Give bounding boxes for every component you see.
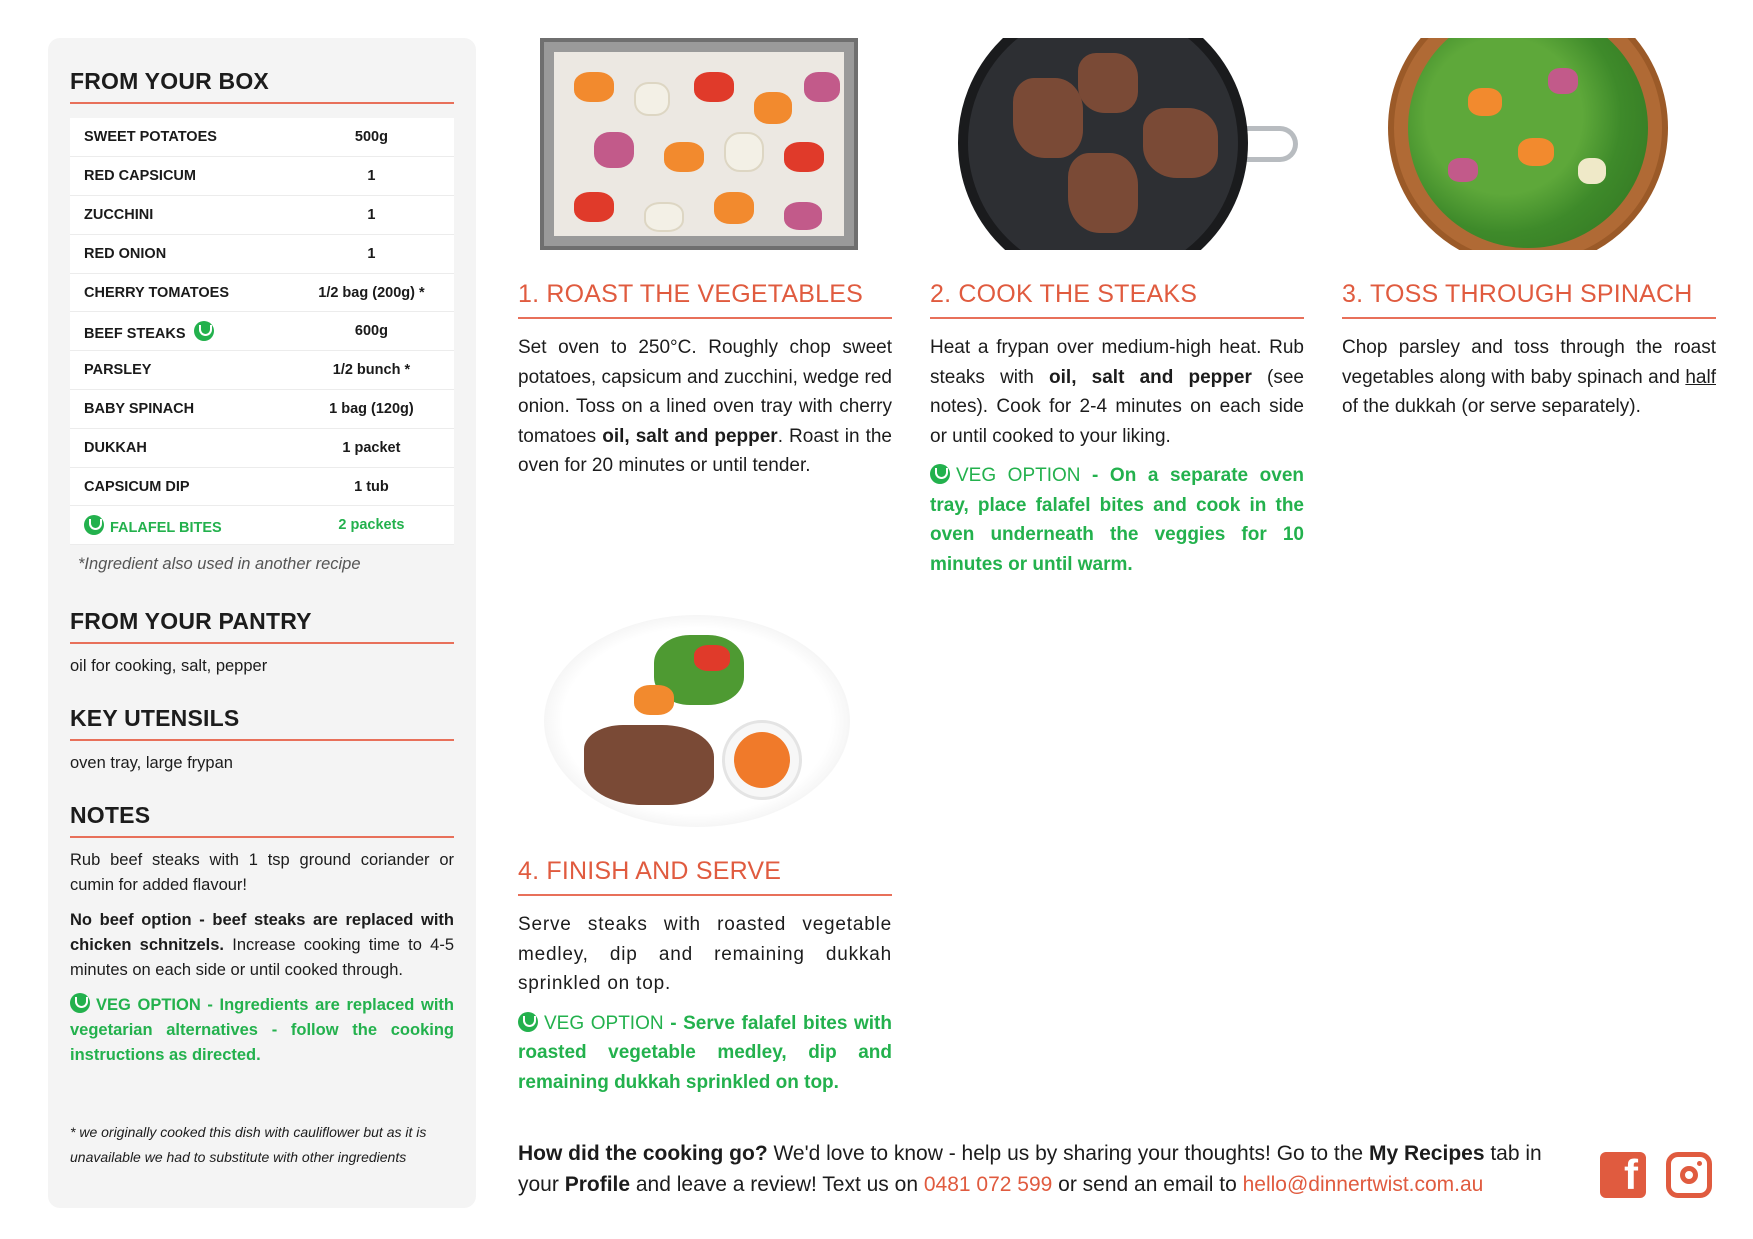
step-4-text: Serve steaks with roasted vegetable medley, dip and remaining dukkah sprinkled on top. <box>518 914 892 994</box>
ingredient-name: RED ONION <box>84 245 167 262</box>
ingredient-quantity: 1/2 bunch * <box>289 351 454 390</box>
step-4 <box>518 615 892 1097</box>
instagram-icon[interactable] <box>1666 1152 1712 1198</box>
ingredient-note: *Ingredient also used in another recipe <box>78 555 361 574</box>
ingredient-quantity: 1 <box>289 234 454 273</box>
utensils-text: oven tray, large frypan <box>70 754 233 773</box>
step-1-title: 1. ROAST THE VEGETABLES <box>518 280 892 319</box>
ingredient-quantity: 2 packets <box>289 506 454 545</box>
notes-veg-option <box>70 993 454 1068</box>
ingredient-quantity: 500g <box>289 118 454 157</box>
ingredient-row <box>70 351 454 390</box>
email-link[interactable]: hello@dinnertwist.com.au <box>1242 1173 1484 1196</box>
ingredient-quantity: 1 <box>289 196 454 235</box>
veg-leaf-icon <box>70 993 90 1013</box>
step-1-text <box>518 333 892 481</box>
no-beef-option-label: No beef option - beef steaks are replaced with chicken schnitzels. <box>70 911 454 955</box>
ingredient-row <box>70 506 454 545</box>
feedback-text-1: We'd love to know - help us by sharing your thoughts! Go to the <box>767 1142 1369 1165</box>
ingredient-name: CAPSICUM DIP <box>84 478 190 495</box>
feedback-question: How did the cooking go? <box>518 1142 768 1165</box>
substitution-note: * we originally cooked this dish with cauliflower but as it is unavailable we had to substitute with other ingredients <box>70 1124 427 1166</box>
ingredient-row <box>70 118 454 157</box>
ingredient-name: RED CAPSICUM <box>84 168 196 185</box>
ingredient-quantity: 1 packet <box>289 428 454 467</box>
my-recipes-link[interactable]: My Recipes <box>1368 1142 1485 1165</box>
ingredient-name-cell <box>70 234 289 273</box>
step-2-veg-label: VEG OPTION <box>956 465 1081 486</box>
ingredient-name-cell <box>70 428 289 467</box>
ingredient-row <box>70 157 454 196</box>
pantry-section <box>70 608 454 679</box>
step-2-text-a: Heat a frypan over medium-high heat. Rub steaks with <box>930 337 1304 388</box>
from-your-box-heading: FROM YOUR BOX <box>70 68 454 104</box>
ingredient-name: CHERRY TOMATOES <box>84 284 230 301</box>
veg-leaf-icon <box>930 464 950 484</box>
phone-link[interactable]: 0481 072 599 <box>923 1173 1053 1196</box>
veg-leaf-icon <box>84 515 104 535</box>
notes-veg-text: VEG OPTION - Ingredients are replaced with vegetarian alternatives - follow the cooking instructions as directed. <box>70 996 454 1065</box>
step-3-text <box>1342 333 1716 422</box>
step-3-title: 3. TOSS THROUGH SPINACH <box>1342 280 1716 319</box>
ingredient-name: FALAFEL BITES <box>110 519 222 536</box>
feedback-text-2: tab in your <box>518 1142 1542 1196</box>
feedback-text <box>518 1138 1578 1200</box>
notes-section <box>70 802 454 1170</box>
step-3-text-underline: half <box>1685 366 1716 388</box>
ingredient-name: DUKKAH <box>84 439 147 456</box>
roast-vegetables-photo <box>518 38 892 250</box>
step-3-text-b: of the dukkah (or serve separately). <box>1342 396 1641 417</box>
ingredient-row <box>70 467 454 506</box>
step-1-text-bold: oil, salt and pepper <box>602 425 778 447</box>
step-4-title: 4. FINISH AND SERVE <box>518 857 892 896</box>
step-3-text-a: Chop parsley and toss through the roast vegetables along with baby spinach and <box>1342 337 1716 388</box>
ingredients-table <box>70 118 454 545</box>
ingredient-name-cell <box>70 467 289 506</box>
feedback-text-3: and leave a review! Text us on <box>630 1173 924 1196</box>
step-2-text-b: (see notes). Cook for 2-4 minutes on each side or until cooked to your liking. <box>930 366 1304 447</box>
step-1-text-a: Set oven to 250°C. Roughly chop sweet potatoes, capsicum and zucchini, wedge red onion. Toss on a lined oven tray with cherry tomatoes <box>518 337 892 447</box>
step-4-veg-option <box>518 1009 892 1098</box>
ingredients-sidebar <box>48 38 476 1208</box>
notes-text-1: Rub beef steaks with 1 tsp ground coriander or cumin for added flavour! <box>70 851 454 895</box>
utensils-heading: KEY UTENSILS <box>70 705 454 741</box>
step-4-veg-label: VEG OPTION <box>544 1012 664 1034</box>
ingredient-name: BEEF STEAKS <box>84 325 186 342</box>
pantry-text: oil for cooking, salt, pepper <box>70 657 268 676</box>
ingredient-row <box>70 234 454 273</box>
veg-leaf-icon <box>194 321 214 341</box>
toss-spinach-photo <box>1342 38 1716 250</box>
step-4-veg-text: - Serve falafel bites with roasted vegetable medley, dip and remaining dukkah sprinkled on top. <box>518 1012 892 1093</box>
step-1 <box>518 38 892 481</box>
cook-steaks-photo <box>930 38 1304 250</box>
step-3 <box>1342 38 1716 422</box>
ingredient-name-cell <box>70 390 289 429</box>
ingredient-name-cell <box>70 157 289 196</box>
ingredient-name: SWEET POTATOES <box>84 129 217 146</box>
ingredient-name: PARSLEY <box>84 362 152 379</box>
notes-text-2 <box>70 908 454 983</box>
step-2 <box>930 38 1304 579</box>
ingredient-row <box>70 312 454 351</box>
ingredient-name-cell <box>70 506 289 545</box>
ingredient-quantity: 1 <box>289 157 454 196</box>
profile-link[interactable]: Profile <box>564 1173 631 1196</box>
facebook-icon[interactable]: f <box>1600 1152 1646 1198</box>
ingredient-quantity: 600g <box>289 312 454 351</box>
step-2-text-bold: oil, salt and pepper <box>1049 366 1252 388</box>
ingredient-name: ZUCCHINI <box>84 206 154 223</box>
step-2-veg-text: - On a separate oven tray, place falafel bites and cook in the oven underneath the veggies for 10 minutes or until warm. <box>930 465 1304 575</box>
no-beef-option-text: Increase cooking time to 4-5 minutes on each side or until cooked through. <box>70 936 455 980</box>
ingredient-name-cell <box>70 351 289 390</box>
pantry-heading: FROM YOUR PANTRY <box>70 608 454 644</box>
feedback-text-4: or send an email to <box>1052 1173 1243 1196</box>
ingredient-row <box>70 196 454 235</box>
ingredient-name-cell <box>70 312 289 351</box>
ingredient-name-cell <box>70 196 289 235</box>
utensils-section <box>70 705 454 776</box>
notes-heading: NOTES <box>70 802 454 838</box>
finish-serve-photo <box>518 615 892 827</box>
ingredient-quantity: 1 bag (120g) <box>289 390 454 429</box>
ingredient-quantity: 1 tub <box>289 467 454 506</box>
step-1-text-b: . Roast in the oven for 20 minutes or until tender. <box>518 425 892 476</box>
step-2-text <box>930 333 1304 451</box>
step-2-veg-option <box>930 461 1304 579</box>
veg-leaf-icon <box>518 1012 538 1032</box>
ingredient-row <box>70 390 454 429</box>
step-2-title: 2. COOK THE STEAKS <box>930 280 1304 319</box>
ingredient-row <box>70 428 454 467</box>
ingredient-name-cell <box>70 118 289 157</box>
ingredient-name-cell <box>70 273 289 312</box>
ingredient-row <box>70 273 454 312</box>
ingredient-name: BABY SPINACH <box>84 400 195 417</box>
ingredient-quantity: 1/2 bag (200g) * <box>289 273 454 312</box>
